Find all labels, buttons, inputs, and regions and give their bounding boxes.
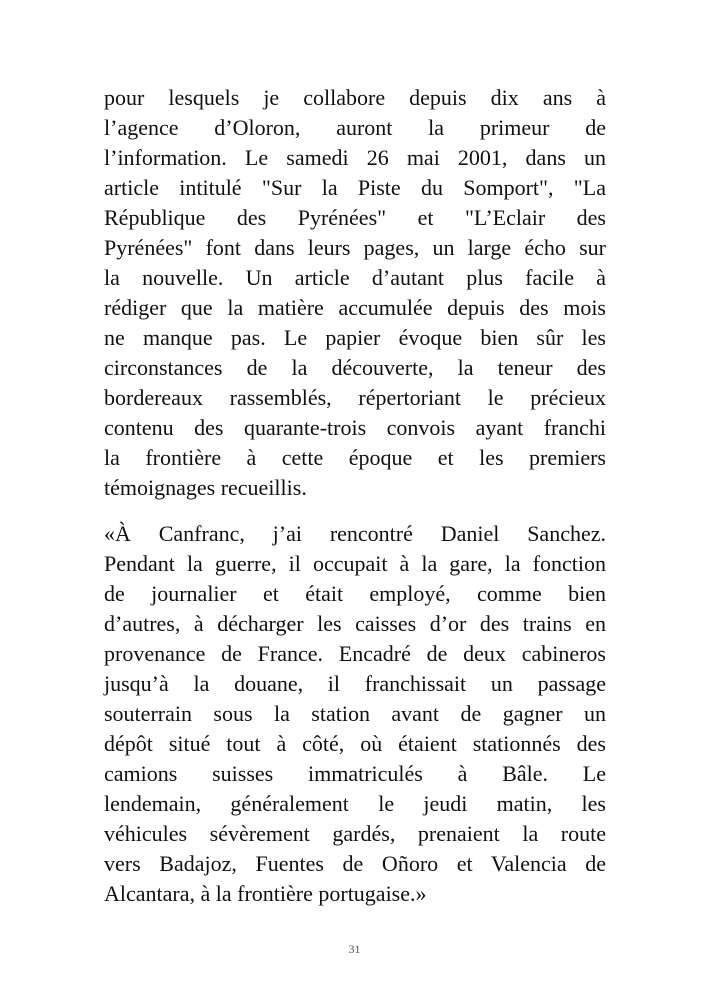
text-line: Alcantara, à la frontière portugaise.» bbox=[104, 881, 427, 906]
text-line: de journalier et était employé, comme bien bbox=[104, 581, 606, 606]
text-line: Pendant la guerre, il occupait à la gare, la fonction bbox=[104, 551, 606, 576]
paragraph-1 bbox=[104, 83, 606, 503]
text-line: ne manque pas. Le papier évoque bien sûr les bbox=[104, 325, 606, 350]
text-line: témoignages recueillis. bbox=[104, 475, 307, 500]
text-line: jusqu’à la douane, il franchissait un passage bbox=[104, 671, 606, 696]
text-line: la frontière à cette époque et les premiers bbox=[104, 445, 606, 470]
text-line: bordereaux rassemblés, répertoriant le précieux bbox=[104, 385, 606, 410]
text-line: provenance de France. Encadré de deux cabineros bbox=[104, 641, 606, 666]
text-line: Pyrénées" font dans leurs pages, un large écho sur bbox=[104, 235, 606, 260]
page-number: 31 bbox=[348, 942, 361, 956]
text-line: contenu des quarante-trois convois ayant franchi bbox=[104, 415, 606, 440]
text-line: la nouvelle. Un article d’autant plus facile à bbox=[104, 265, 606, 290]
text-line: véhicules sévèrement gardés, prenaient la route bbox=[104, 821, 606, 846]
text-line: rédiger que la matière accumulée depuis des mois bbox=[104, 295, 606, 320]
text-line: vers Badajoz, Fuentes de Oñoro et Valencia de bbox=[104, 851, 606, 876]
text-line: circonstances de la découverte, la teneur des bbox=[104, 355, 606, 380]
text-line: souterrain sous la station avant de gagner un bbox=[104, 701, 606, 726]
text-line: d’autres, à décharger les caisses d’or des trains en bbox=[104, 611, 606, 636]
text-line: l’agence d’Oloron, auront la primeur de bbox=[104, 115, 606, 140]
text-line: l’information. Le samedi 26 mai 2001, dans un bbox=[104, 145, 606, 170]
text-line: article intitulé "Sur la Piste du Somport", "La bbox=[104, 175, 606, 200]
text-line: «À Canfranc, j’ai rencontré Daniel Sanchez. bbox=[104, 521, 606, 546]
text-line: dépôt situé tout à côté, où étaient stationnés des bbox=[104, 731, 606, 756]
paragraph-2 bbox=[104, 519, 606, 909]
text-line: pour lesquels je collabore depuis dix ans à bbox=[104, 85, 606, 110]
text-line: lendemain, généralement le jeudi matin, les bbox=[104, 791, 606, 816]
text-line: République des Pyrénées" et "L’Eclair des bbox=[104, 205, 606, 230]
text-line: camions suisses immatriculés à Bâle. Le bbox=[104, 761, 606, 786]
